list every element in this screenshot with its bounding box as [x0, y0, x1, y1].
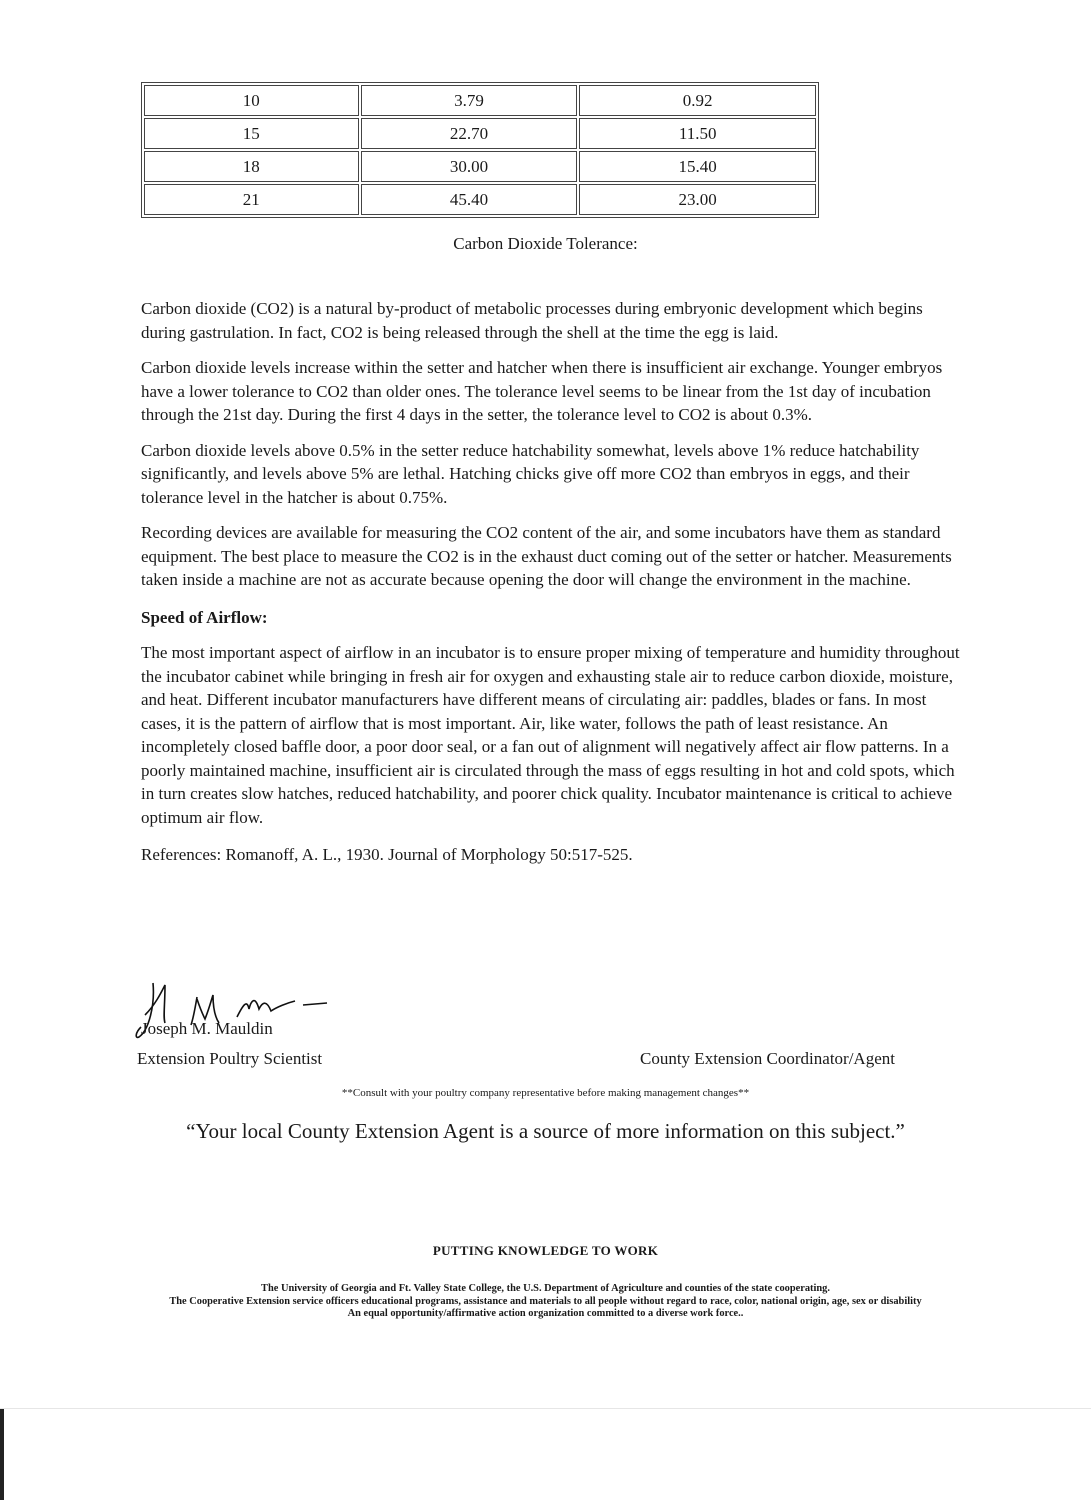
- paragraph: Carbon dioxide levels increase within the setter and hatcher when there is insufficient air exchange. Younger embryos have a lower tolerance to CO2 than older ones. The tolerance level seems to be linear from the 1st day of incubation through the 21st day. During the first 4 days in the setter, the tolerance level to CO2 is about 0.3%.: [141, 358, 943, 424]
- paragraph: Carbon dioxide (CO2) is a natural by-product of metabolic processes during embryonic development which begins during gastrulation. In fact, CO2 is being released through the shell at the time the egg is laid.: [141, 299, 923, 342]
- table-row: [144, 85, 816, 116]
- scan-line: [0, 1408, 1091, 1409]
- paragraph: Recording devices are available for measuring the CO2 content of the air, and some incubators have them as standard equipment. The best place to measure the CO2 is in the exhaust duct coming out of the setter or hatcher. Measurements taken inside a machine are not as accurate because opening the door will change the environment in the machine.: [141, 523, 952, 589]
- table-cell: 45.40: [361, 184, 578, 215]
- paragraph: Carbon dioxide levels above 0.5% in the setter reduce hatchability somewhat, levels above 1% reduce hatchability significantly, and levels above 5% are lethal. Hatching chicks give off more CO2 than embryos in eggs, and their tolerance level in the hatcher is about 0.75%.: [141, 440, 920, 507]
- table-cell: 30.00: [361, 151, 578, 182]
- table-cell: 23.00: [579, 184, 816, 215]
- footer-line: The Cooperative Extension service officers educational programs, assistance and materials to all people without regard to race, color, national origin, age, sex or disability: [169, 1295, 922, 1307]
- scan-edge: [0, 1408, 4, 1500]
- airflow-heading: Speed of Airflow:: [141, 607, 268, 627]
- footer: [0, 1283, 1091, 1321]
- tolerance-table: [141, 82, 819, 218]
- signer-name: Joseph M. Mauldin: [141, 1019, 273, 1038]
- footer-line: The University of Georgia and Ft. Valley State College, the U.S. Department of Agriculture and counties of the state cooperating.: [261, 1283, 830, 1294]
- table-cell: 10: [144, 85, 359, 116]
- table-cell: 3.79: [361, 85, 578, 116]
- table-row: [144, 184, 816, 215]
- consult-note: **Consult with your poultry company representative before making management changes**: [341, 1087, 750, 1099]
- motto: PUTTING KNOWLEDGE TO WORK: [432, 1243, 659, 1258]
- signer-title: Extension Poultry Scientist: [137, 1049, 323, 1068]
- table-row: [144, 118, 816, 149]
- references: References: Romanoff, A. L., 1930. Journal of Morphology 50:517-525.: [141, 845, 633, 864]
- table-cell: 15: [144, 118, 359, 149]
- county-agent-title: County Extension Coordinator/Agent: [640, 1049, 895, 1068]
- co2-heading: Carbon Dioxide Tolerance:: [453, 234, 638, 253]
- paragraph: The most important aspect of airflow in an incubator is to ensure proper mixing of temperature and humidity throughout the incubator cabinet while bringing in fresh air for oxygen and exhausting stale air to reduce carbon dioxide, moisture, and heat. Different incubator manufacturers have different means of circulating air: paddles, blades or fans. In most cases, it is the pattern of airflow that is most important. Air, like water, follows the path of least resistance. An incompletely closed baffle door, a poor door seal, or a fan out of alignment will negatively affect air flow patterns. In a poorly maintained machine, insufficient air is circulated through the mass of eggs resulting in hot and cold spots, which in turn creates slow hatches, reduced hatchability, and poorer chick quality. Incubator maintenance is critical to achieve optimum air flow.: [141, 643, 960, 827]
- table-cell: 22.70: [361, 118, 578, 149]
- table-cell: 18: [144, 151, 359, 182]
- table-row: [144, 151, 816, 182]
- co2-section: [141, 297, 961, 867]
- footer-line: An equal opportunity/affirmative action organization committed to a diverse work force..: [347, 1308, 744, 1319]
- table-cell: 15.40: [579, 151, 816, 182]
- table-cell: 21: [144, 184, 359, 215]
- extension-quote: “Your local County Extension Agent is a source of more information on this subject.”: [186, 1119, 905, 1143]
- table-cell: 11.50: [579, 118, 816, 149]
- table-cell: 0.92: [579, 85, 816, 116]
